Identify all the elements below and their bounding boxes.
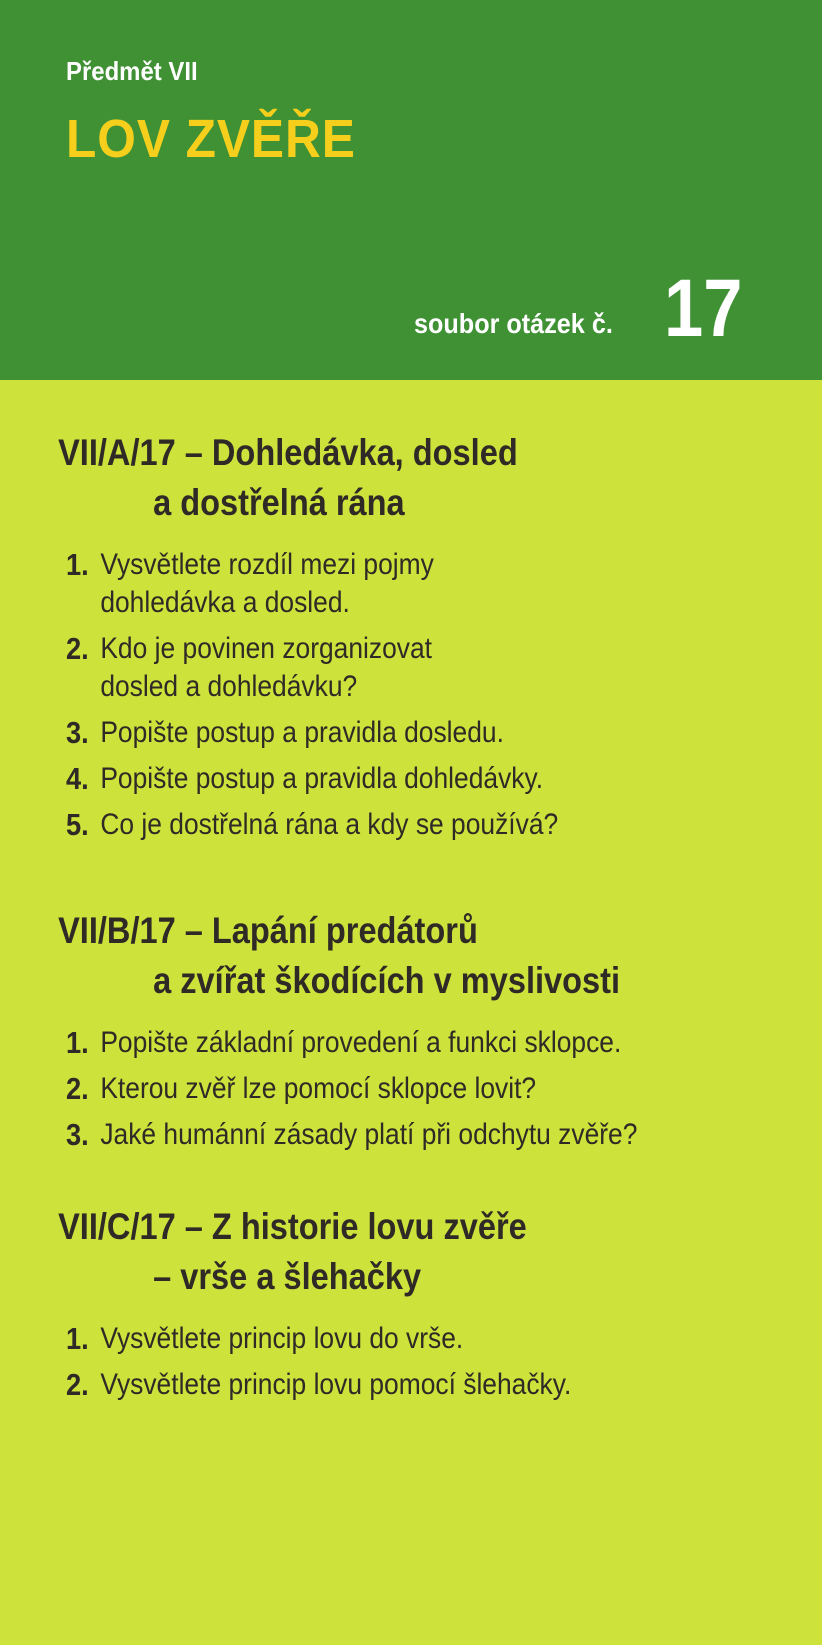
question-item	[66, 546, 731, 622]
question-text: Popište postup a pravidla dosledu.	[100, 716, 504, 749]
question-text: Popište postup a pravidla dohledávky.	[100, 762, 544, 795]
section-c-questions	[0, 1320, 822, 1404]
header-banner	[0, 0, 822, 380]
question-text: Vysvětlete rozdíl mezi pojmy	[100, 548, 434, 581]
section-c-title-line2: – vrše a šlehačky	[153, 1256, 422, 1297]
section-b-title-line2: a zvířat škodících v myslivosti	[153, 960, 621, 1001]
question-item	[66, 1366, 731, 1404]
question-number: 1.	[66, 1025, 89, 1060]
question-number: 2.	[66, 631, 89, 666]
section-b-title	[0, 906, 723, 1006]
question-item	[66, 1320, 731, 1358]
question-item	[66, 1116, 731, 1154]
section-c-title	[0, 1202, 723, 1302]
question-item	[66, 714, 731, 752]
subject-title: LOV ZVĚŘE	[66, 109, 356, 169]
question-text: Kdo je povinen zorganizovat	[100, 632, 433, 665]
section-c	[0, 1202, 822, 1404]
question-number: 1.	[66, 547, 89, 582]
question-number: 2.	[66, 1367, 89, 1402]
question-text: Popište základní provedení a funkci sklopce.	[100, 1026, 622, 1059]
question-number: 5.	[66, 807, 89, 842]
question-number: 3.	[66, 715, 89, 750]
question-text-continuation: dohledávka a dosled.	[100, 586, 350, 619]
question-text: Kterou zvěř lze pomocí sklopce lovit?	[100, 1072, 537, 1105]
section-a-title-line1: VII/A/17 – Dohledávka, dosled	[58, 432, 518, 473]
question-item	[66, 806, 731, 844]
section-b	[0, 906, 822, 1154]
question-item	[66, 1024, 731, 1062]
question-set-label: soubor otázek č.	[414, 308, 613, 339]
question-number: 1.	[66, 1321, 89, 1356]
question-text: Jaké humánní zásady platí při odchytu zvěře?	[100, 1118, 638, 1151]
question-item	[66, 630, 731, 706]
section-c-title-line1: VII/C/17 – Z historie lovu zvěře	[58, 1206, 527, 1247]
question-number: 4.	[66, 761, 89, 796]
section-a	[0, 428, 822, 844]
question-text: Vysvětlete princip lovu do vrše.	[100, 1322, 464, 1355]
section-a-title-line2: a dostřelná rána	[153, 482, 405, 523]
question-number: 2.	[66, 1071, 89, 1106]
subject-label: Předmět VII	[66, 56, 198, 86]
question-item	[66, 760, 731, 798]
question-number: 3.	[66, 1117, 89, 1152]
section-b-questions	[0, 1024, 822, 1154]
question-text: Vysvětlete princip lovu pomocí šlehačky.	[100, 1368, 572, 1401]
question-text-continuation: dosled a dohledávku?	[100, 670, 358, 703]
question-set-number: 17	[664, 263, 743, 354]
question-text: Co je dostřelná rána a kdy se používá?	[100, 808, 559, 841]
section-a-questions	[0, 546, 822, 844]
section-b-title-line1: VII/B/17 – Lapání predátorů	[58, 910, 478, 951]
question-item	[66, 1070, 731, 1108]
section-a-title	[0, 428, 723, 528]
